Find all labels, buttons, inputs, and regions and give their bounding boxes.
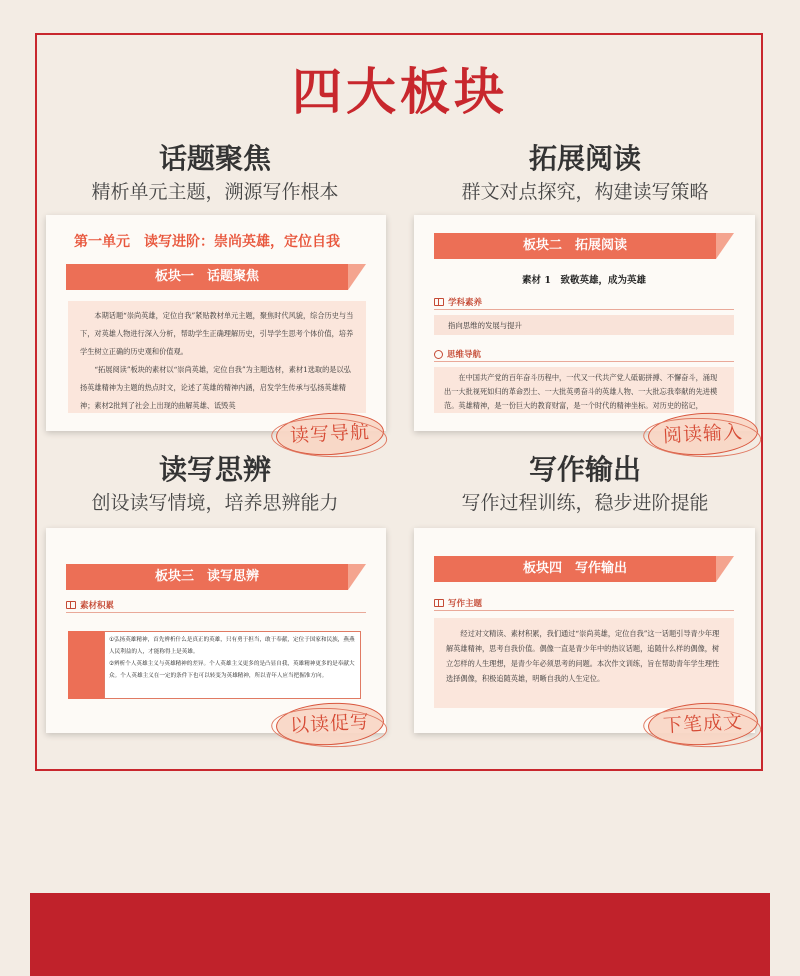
material-accumulation-heading: 素材积累 — [66, 599, 114, 611]
banner-block-two: 板块二 拓展阅读 — [434, 233, 716, 259]
stamp-reading-promotes-writing: 以读促写 — [275, 700, 385, 748]
divider — [434, 610, 734, 611]
section-title-topic-focus: 话题聚焦 — [158, 142, 271, 175]
preview-card-topic-focus — [46, 215, 386, 431]
literacy-strip: 指向思维的发展与提升 — [434, 315, 734, 335]
lightbulb-icon — [434, 350, 443, 359]
book-icon — [434, 599, 444, 607]
divider — [66, 612, 366, 613]
material-title: 素材 1 致敬英雄，成为英雄 — [522, 275, 646, 286]
section-subtitle-critical-reading: 创设读写情境，培养思辨能力 — [91, 492, 339, 514]
unit-heading: 第一单元 读写进阶：崇尚英雄，定位自我 — [74, 234, 340, 250]
banner-block-four: 板块四 写作输出 — [434, 556, 716, 582]
topic-text-box: 本期话题“崇尚英雄，定位自我”紧贴教材单元主题，聚焦时代风貌，综合历史与当下，对英雄人物进行深入分析，帮助学生正确理解历史，引导学生思考个体价值，培养学生树立正确的历史观和价值观。 “拓展阅读”板块的素材以“崇尚英雄，定位自我”为主题选材，素材1选取的是以弘扬英雄精神为主题的热点时文，论述了英雄的精神内涵，启发学生传承与弘扬英雄精神；素材2批判了社会上出现的曲解英雄、诋毁英 — [68, 301, 366, 413]
section-title-writing-output: 写作输出 — [528, 453, 641, 486]
thinking-guide-heading: 思维导航 — [434, 348, 481, 360]
writing-theme-heading: 写作主题 — [434, 597, 482, 609]
section-title-critical-reading: 读写思辨 — [158, 453, 271, 486]
writing-theme-text-box: 经过对文精读、素材积累，我们通过“崇尚英雄，定位自我”这一话题引导青少年理解英雄精神，思考自我价值。偶像一直是青少年中的热议话题，追随什么样的偶像，树立怎样的人生理想，是青少年必须思考的问题。本次作文训练，旨在帮助青年学生理性选择偶像，积极追随英雄，明晰自我的人生定位。 — [434, 618, 734, 708]
page-title: 四大板块 — [292, 62, 508, 121]
section-subtitle-topic-focus: 精析单元主题，溯源写作根本 — [91, 181, 339, 203]
accent-block — [68, 631, 104, 699]
section-subtitle-extended-reading: 群文对点探究，构建读写策略 — [461, 181, 709, 203]
preview-card-extended-reading — [414, 215, 755, 431]
stamp-reading-input: 阅读输入 — [647, 410, 759, 458]
footer-bar — [30, 893, 770, 976]
book-icon — [66, 601, 76, 609]
book-icon — [434, 298, 444, 306]
material-points-box: ①弘扬英雄精神，首先辨析什么是真正的英雄，只有勇于担当，敢于奉献，定位于国家和民族，燕燕人民利益的人，才能称得上是英雄。 ②辨析个人英雄主义与英雄精神的差异。个人英雄主义更多的是凸显自我，英雄精神更多的是奉献大众。个人英雄主义在一定的条件下也可以转变为英雄精神，所以青年人应当把握准方向。 — [104, 631, 361, 699]
section-title-extended-reading: 拓展阅读 — [528, 142, 641, 175]
banner-block-one: 板块一 话题聚焦 — [66, 264, 348, 290]
divider — [434, 309, 734, 310]
stamp-reading-writing-guide: 读写导航 — [275, 410, 385, 458]
subject-literacy-heading: 学科素养 — [434, 296, 482, 308]
thinking-text-box: 在中国共产党的百年奋斗历程中，一代又一代共产党人砥砺拼搏、不懈奋斗，涌现出一大批视死如归的革命烈士、一大批英勇奋斗的英雄人物、一大批忘我奉献的先进模范。英雄精神，是一份巨大的教育财富，是一个时代的精神坐标。对历史的铭记， — [434, 367, 734, 413]
divider — [434, 361, 734, 362]
section-subtitle-writing-output: 写作过程训练，稳步进阶提能 — [461, 492, 709, 514]
banner-block-three: 板块三 读写思辨 — [66, 564, 348, 590]
stamp-write-it-down: 下笔成文 — [647, 700, 759, 748]
